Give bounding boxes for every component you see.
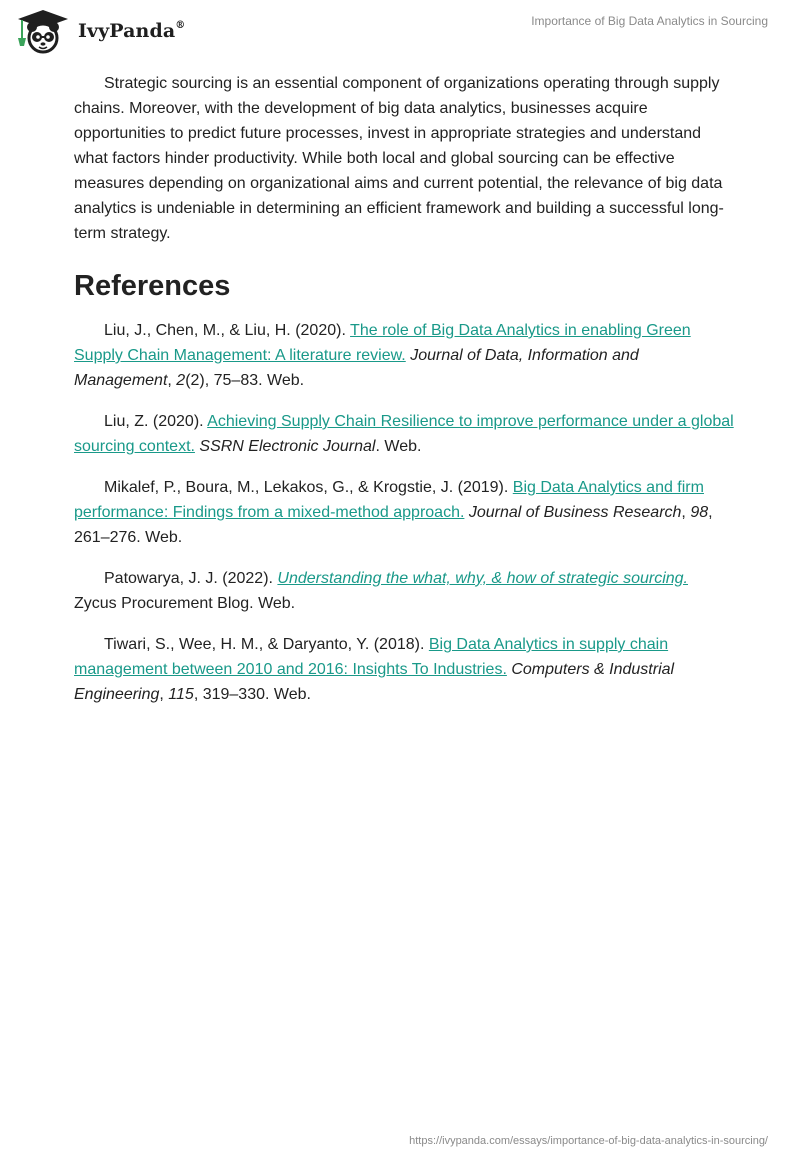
conclusion-paragraph: Strategic sourcing is an essential component of organizations operating through supply chains. Moreover, with the development of big data analytics, businesses acquire opportunities to predict future processes, invest in appropriate strategies and understand what factors hinder productivity. While both local and global sourcing can be effective measures depending on organizational aims and current potential, the relevance of big data analytics is undeniable in determining an efficient framework and building a successful long-term strategy.: [74, 75, 724, 242]
reference-link[interactable]: Big Data Analytics in supply chain management between 2010 and 2016: Insights To Industries.: [74, 636, 669, 678]
reference-volume: 115: [168, 686, 194, 703]
reference-item: [74, 409, 734, 459]
reference-journal: Journal of Data, Information and Management: [74, 347, 639, 389]
reference-item: [74, 566, 734, 616]
references-heading: References: [74, 270, 231, 302]
references-list: [74, 318, 734, 707]
panda-logo-icon: [14, 8, 72, 54]
reference-link[interactable]: Achieving Supply Chain Resilience to improve performance under a global sourcing context.: [74, 413, 734, 455]
reference-authors: Patowarya, J. J. (2022).: [104, 570, 278, 587]
page-header: [0, 0, 800, 60]
reference-authors: Liu, J., Chen, M., & Liu, H. (2020).: [104, 322, 351, 339]
reference-journal: SSRN Electronic Journal: [199, 438, 376, 455]
document-title: Importance of Big Data Analytics in Sourcing: [531, 14, 768, 28]
reference-item: Tiwari, S., Wee, H. M., & Daryanto, Y. (2018). Big Data Analytics in supply chain management between 2010 and 2016: Insights To Industries. Computers & Industrial Engineering, 115, 319–330. Web.: [74, 636, 675, 703]
reference-rest: Zycus Procurement Blog. Web.: [74, 595, 296, 612]
reference-link[interactable]: The role of Big Data Analytics in enabling Green Supply Chain Management: A literature review.: [74, 322, 691, 364]
reference-volume: 98: [690, 504, 709, 521]
reference-volume: 2: [176, 372, 186, 389]
reference-rest: , 261–276. Web.: [74, 504, 713, 546]
reference-item: Mikalef, P., Boura, M., Lekakos, G., & Krogstie, J. (2019). Big Data Analytics and firm performance: Findings from a mixed-method approach. Journal of Business Research, 98, 261–276. Web.: [74, 479, 713, 546]
reference-rest: , 319–330. Web.: [193, 686, 311, 703]
reference-link[interactable]: Understanding the what, why, & how of strategic sourcing.: [277, 570, 688, 587]
reference-rest: . Web.: [375, 438, 422, 455]
reference-authors: Mikalef, P., Boura, M., Lekakos, G., & Krogstie, J. (2019).: [104, 479, 513, 496]
reference-link[interactable]: Big Data Analytics and firm performance: Findings from a mixed-method approach.: [74, 479, 704, 521]
essay-content: [74, 71, 734, 723]
reference-journal: Computers & Industrial Engineering: [74, 661, 675, 703]
reference-journal: Journal of Business Research: [468, 504, 682, 521]
reference-rest: (2), 75–83. Web.: [185, 372, 305, 389]
brand-name: IvyPanda®: [78, 19, 186, 42]
page-url[interactable]: https://ivypanda.com/essays/importance-of-big-data-analytics-in-sourcing/: [409, 1135, 768, 1147]
reference-item: Liu, J., Chen, M., & Liu, H. (2020). The role of Big Data Analytics in enabling Green Supply Chain Management: A literature review. Journal of Data, Information and Management, 2(2), 75–83. Web.: [74, 322, 691, 389]
reference-authors: Liu, Z. (2020).: [104, 413, 208, 430]
reference-authors: Tiwari, S., Wee, H. M., & Daryanto, Y. (2018).: [104, 636, 429, 653]
ivypanda-logo[interactable]: [14, 8, 185, 54]
registered-mark: ®: [175, 19, 186, 31]
